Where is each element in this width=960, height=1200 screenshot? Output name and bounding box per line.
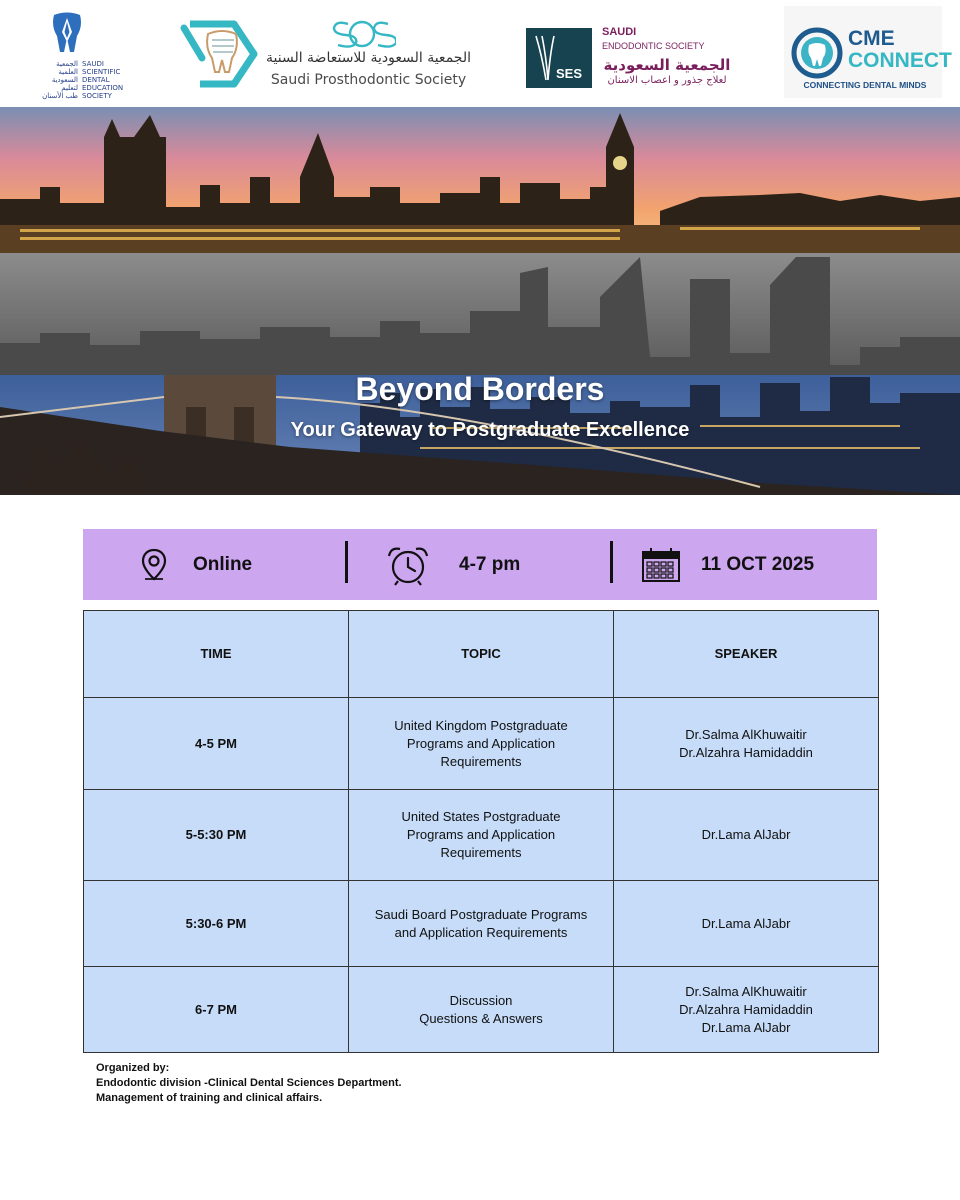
session-speakers: Dr.Salma AlKhuwaitir Dr.Alzahra Hamidaddin [614,698,879,790]
table-row [84,967,879,1053]
header-speaker: SPEAKER [614,611,879,698]
table-header-row [84,611,879,698]
location-info [139,529,252,600]
session-topic: United Kingdom Postgraduate Programs and Application Requirements [349,698,614,790]
session-time: 5-5:30 PM [84,790,349,881]
sps-arabic-name: الجمعية السعودية للاستعاضة السنية [266,50,471,66]
ses-logo [526,26,746,90]
tooth-hexagon-icon [178,18,264,88]
header-time: TIME [84,611,349,698]
ses-line2: ENDODONTIC SOCIETY [602,41,705,51]
location-text: Online [193,553,253,575]
ses-line1: SAUDI [602,26,637,38]
logo-header [0,0,960,107]
sdes-logo [28,12,128,102]
tooth-pen-icon [50,12,84,54]
session-time: 5:30-6 PM [84,881,349,967]
session-time: 6-7 PM [84,967,349,1053]
organizer-line2: Management of training and clinical affairs. [96,1092,323,1104]
table-row [84,790,879,881]
ses-badge: SES [526,28,592,88]
sps-monogram-icon [326,18,396,50]
date-info [641,529,814,600]
table-row [84,698,879,790]
hero-banner [0,107,960,495]
info-divider [610,541,613,583]
banner-title: Beyond Borders [355,371,605,407]
time-info [385,529,520,600]
ses-arabic-subtitle: لعلاج جذور و اعصاب الاسنان [607,75,727,86]
location-pin-icon [139,548,169,582]
ses-arabic-name: الجمعية السعودية [603,56,731,74]
session-speakers: Dr.Lama AlJabr [614,790,879,881]
sps-english-name: Saudi Prosthodontic Society [270,72,467,88]
info-divider [345,541,348,583]
time-text: 4-7 pm [459,553,521,575]
cme-name: CME CONNECT [848,27,952,72]
calendar-icon [641,547,681,583]
date-text: 11 OCT 2025 [701,553,815,575]
session-topic: Discussion Questions & Answers [349,967,614,1053]
cme-logo [784,6,952,98]
session-time: 4-5 PM [84,698,349,790]
alarm-clock-icon [385,544,431,586]
event-info-bar [83,529,877,600]
table-row [84,881,879,967]
session-speakers: Dr.Lama AlJabr [614,881,879,967]
header-topic: TOPIC [349,611,614,698]
sdes-arabic-name: الجمعية العلمية السعودية لتعليم طب الأسنان [42,60,78,100]
organizer-line1: Endodontic division -Clinical Dental Sciences Department. [96,1077,402,1089]
session-topic: Saudi Board Postgraduate Programs and Application Requirements [349,881,614,967]
cme-tagline: CONNECTING DENTAL MINDS [803,80,927,90]
session-topic: United States Postgraduate Programs and Application Requirements [349,790,614,881]
schedule-table [83,610,879,1053]
sps-logo [178,18,478,90]
banner-subtitle: Your Gateway to Postgraduate Excellence [290,419,690,441]
organizer-label: Organized by: [96,1062,170,1074]
session-speakers: Dr.Salma AlKhuwaitir Dr.Alzahra Hamidaddin Dr.Lama AlJabr [614,967,879,1053]
organizer-footer [96,1061,402,1106]
sdes-english-name: SAUDI SCIENTIFIC DENTAL EDUCATION SOCIETY [82,60,124,100]
tooth-circle-icon [790,26,844,80]
